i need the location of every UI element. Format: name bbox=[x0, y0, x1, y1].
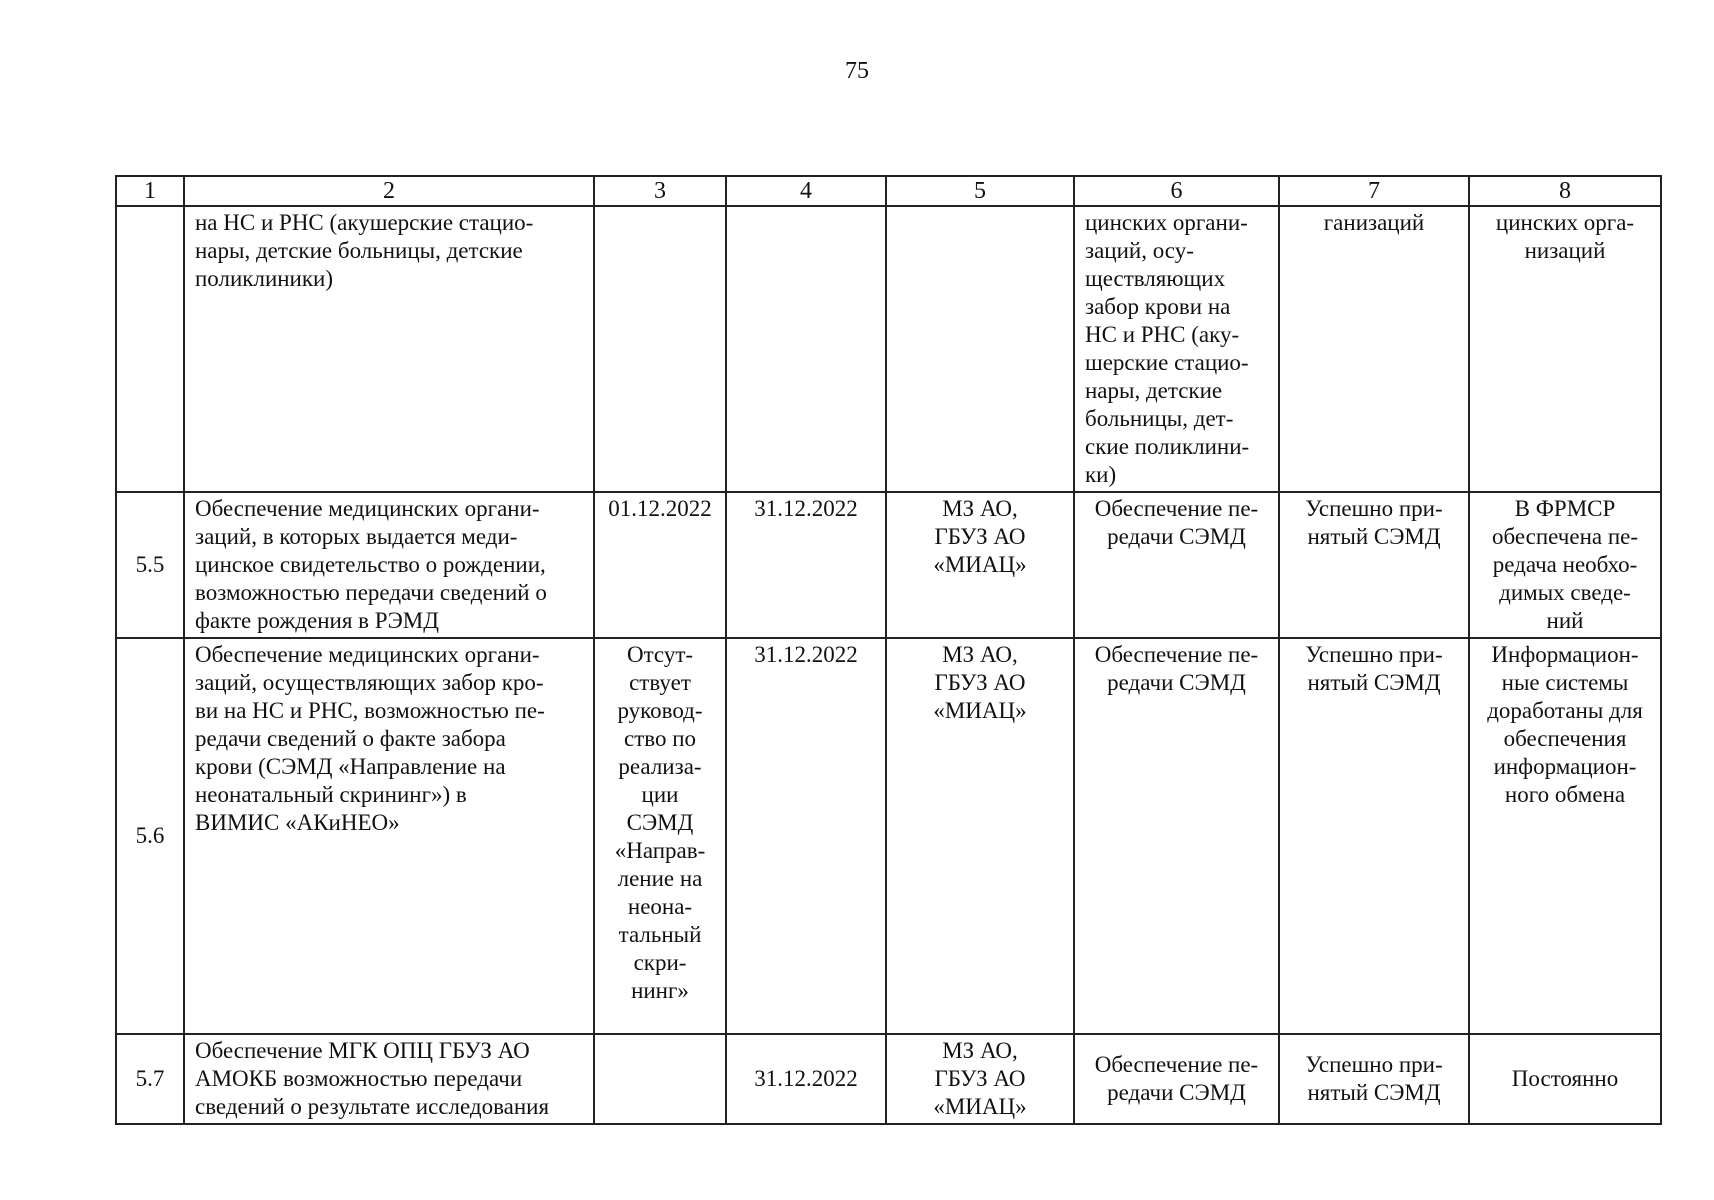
status-cell: Постоянно bbox=[1469, 1034, 1661, 1124]
status-cell: цинских орга- низаций bbox=[1469, 206, 1661, 492]
column-header-1: 1 bbox=[116, 176, 184, 206]
table-row bbox=[116, 1034, 1661, 1124]
indicator-cell: Успешно при- нятый СЭМД bbox=[1279, 638, 1469, 1034]
end-date-cell bbox=[726, 206, 886, 492]
start-date-cell bbox=[594, 1034, 726, 1124]
activity-cell: Обеспечение медицинских органи- заций, в которых выдается меди- цинское свидетельство о рождении, возможностью передачи сведений о факте рождения в РЭМД bbox=[184, 492, 594, 638]
end-date-cell: 31.12.2022 bbox=[726, 1034, 886, 1124]
responsible-cell: МЗ АО, ГБУЗ АО «МИАЦ» bbox=[886, 1034, 1074, 1124]
indicator-cell: ганизаций bbox=[1279, 206, 1469, 492]
responsible-cell: МЗ АО, ГБУЗ АО «МИАЦ» bbox=[886, 492, 1074, 638]
start-date-cell: 01.12.2022 bbox=[594, 492, 726, 638]
activity-cell: Обеспечение медицинских органи- заций, осуществляющих забор кро- ви на НС и РНС, возможностью пе- редачи сведений о факте забора крови (СЭМД «Направление на неонатальный скрининг») в ВИМИС «АКиНЕО» bbox=[184, 638, 594, 1034]
plan-table bbox=[115, 175, 1662, 1125]
activity-cell: на НС и РНС (акушерские стацио- нары, детские больницы, детские поликлиники) bbox=[184, 206, 594, 492]
page-number: 75 bbox=[845, 58, 869, 84]
start-date-cell: Отсут- ствует руковод- ство по реализа- ции СЭМД «Направ- ление на неона- тальный скри- нинг» bbox=[594, 638, 726, 1034]
activity-cell: Обеспечение МГК ОПЦ ГБУЗ АО АМОКБ возможностью передачи сведений о результате исследования bbox=[184, 1034, 594, 1124]
row-number: 5.7 bbox=[116, 1034, 184, 1124]
status-cell: Информацион- ные системы доработаны для обеспечения информацион- ного обмена bbox=[1469, 638, 1661, 1034]
indicator-cell: Успешно при- нятый СЭМД bbox=[1279, 1034, 1469, 1124]
column-header-8: 8 bbox=[1469, 176, 1661, 206]
row-number: 5.6 bbox=[116, 638, 184, 1034]
responsible-cell bbox=[886, 206, 1074, 492]
start-date-cell bbox=[594, 206, 726, 492]
row-number bbox=[116, 206, 184, 492]
column-header-7: 7 bbox=[1279, 176, 1469, 206]
column-header-4: 4 bbox=[726, 176, 886, 206]
column-header-5: 5 bbox=[886, 176, 1074, 206]
header-row bbox=[116, 176, 1661, 206]
result-cell: Обеспечение пе- редачи СЭМД bbox=[1074, 1034, 1279, 1124]
indicator-cell: Успешно при- нятый СЭМД bbox=[1279, 492, 1469, 638]
table-row bbox=[116, 638, 1661, 1034]
result-cell: цинских органи- заций, осу- ществляющих забор крови на НС и РНС (аку- шерские стацио- нары, детские больницы, дет- ские поликлини- ки) bbox=[1074, 206, 1279, 492]
result-cell: Обеспечение пе- редачи СЭМД bbox=[1074, 638, 1279, 1034]
table-row bbox=[116, 492, 1661, 638]
column-header-3: 3 bbox=[594, 176, 726, 206]
end-date-cell: 31.12.2022 bbox=[726, 638, 886, 1034]
status-cell: В ФРМСР обеспечена пе- редача необхо- димых сведе- ний bbox=[1469, 492, 1661, 638]
row-number: 5.5 bbox=[116, 492, 184, 638]
column-header-2: 2 bbox=[184, 176, 594, 206]
end-date-cell: 31.12.2022 bbox=[726, 492, 886, 638]
column-header-6: 6 bbox=[1074, 176, 1279, 206]
responsible-cell: МЗ АО, ГБУЗ АО «МИАЦ» bbox=[886, 638, 1074, 1034]
result-cell: Обеспечение пе- редачи СЭМД bbox=[1074, 492, 1279, 638]
table-row bbox=[116, 206, 1661, 492]
